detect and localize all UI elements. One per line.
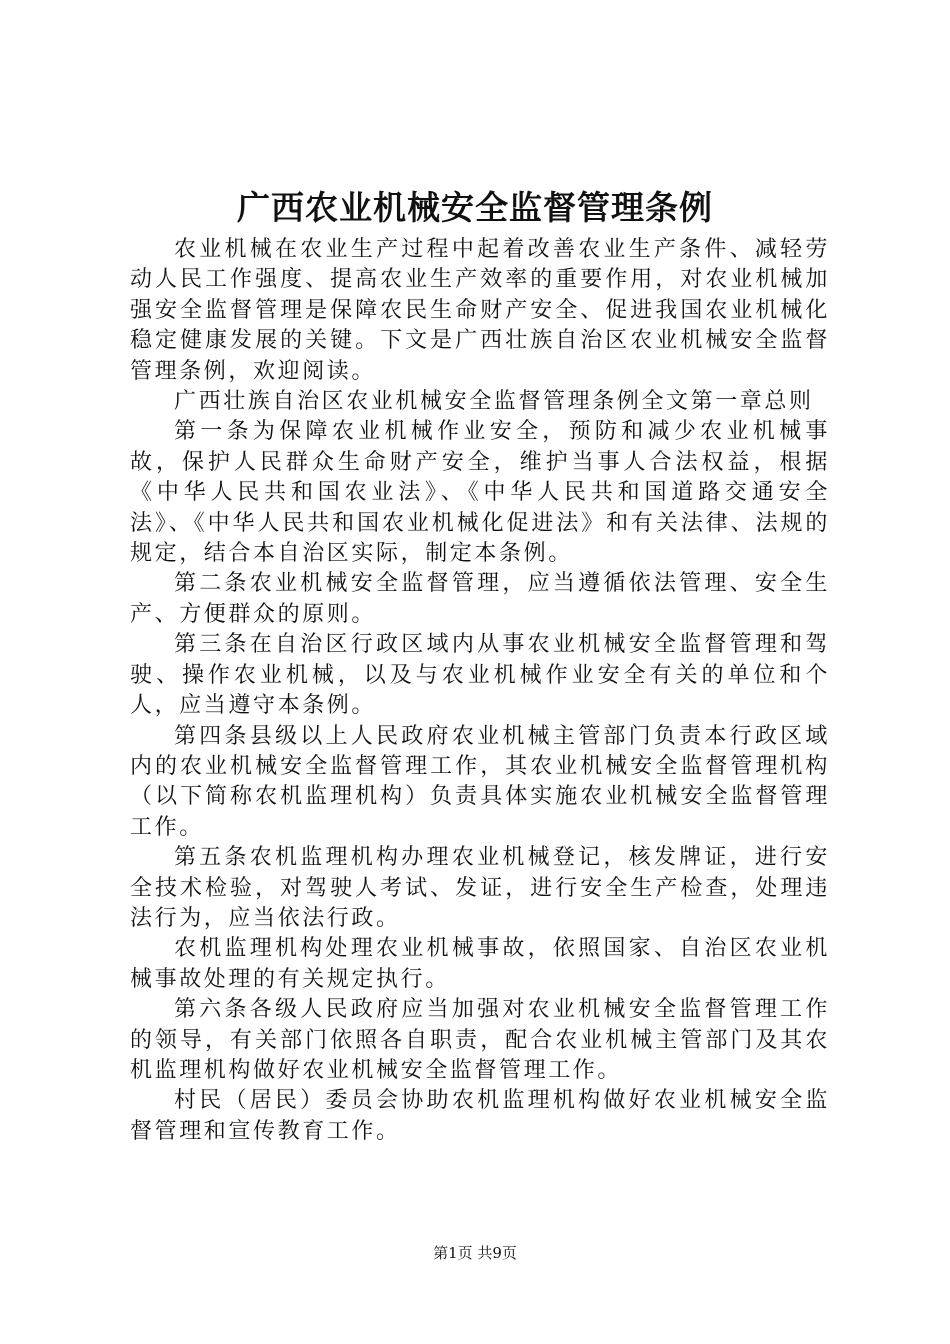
paragraph-article-3: 第三条在自治区行政区域内从事农业机械安全监督管理和驾驶、操作农业机械，以及与农业机械作业安全有关的单位和个人，应当遵守本条例。 bbox=[130, 632, 830, 719]
page-footer: 第1页 共9页 bbox=[433, 1244, 517, 1262]
document-title: 广西农业机械安全监督管理条例 bbox=[237, 188, 713, 227]
paragraph-article-4: 第四条县级以上人民政府农业机械主管部门负责本行政区域内的农业机械安全监督管理工作，其农业机械安全监督管理机构（以下简称农机监理机构）负责具体实施农业机械安全监督管理工作。 bbox=[130, 723, 830, 840]
paragraph-article-5-cont: 农机监理机构处理农业机械事故，依照国家、自治区农业机械事故处理的有关规定执行。 bbox=[130, 936, 830, 992]
paragraph-article-6-cont: 村民（居民）委员会协助农机监理机构做好农业机械安全监督管理和宣传教育工作。 bbox=[130, 1088, 830, 1144]
paragraph-article-5: 第五条农机监理机构办理农业机械登记，核发牌证，进行安全技术检验，对驾驶人考试、发证，进行安全生产检查，处理违法行为，应当依法行政。 bbox=[130, 845, 830, 931]
paragraph-article-6: 第六条各级人民政府应当加强对农业机械安全监督管理工作的领导，有关部门依照各自职责，配合农业机械主管部门及其农机监理机构做好农业机械安全监督管理工作。 bbox=[130, 997, 830, 1083]
paragraph-article-2: 第二条农业机械安全监督管理，应当遵循依法管理、安全生产、方便群众的原则。 bbox=[130, 571, 830, 627]
paragraph-intro: 农业机械在农业生产过程中起着改善农业生产条件、减轻劳动人民工作强度、提高农业生产效率的重要作用，对农业机械加强安全监督管理是保障农民生命财产安全、促进我国农业机械化稳定健康发展的关键。下文是广西壮族自治区农业机械安全监督管理条例，欢迎阅读。 bbox=[130, 237, 830, 384]
paragraph-article-1: 第一条为保障农业机械作业安全，预防和减少农业机械事故，保护人民群众生命财产安全，维护当事人合法权益，根据《中华人民共和国农业法》、《中华人民共和国道路交通安全法》、《中华人民共和国农业机械化促进法》和有关法律、法规的规定，结合本自治区实际，制定本条例。 bbox=[130, 419, 830, 567]
paragraph-chapter-heading: 广西壮族自治区农业机械安全监督管理条例全文第一章总则 bbox=[174, 389, 814, 415]
document-body bbox=[130, 235, 830, 1147]
